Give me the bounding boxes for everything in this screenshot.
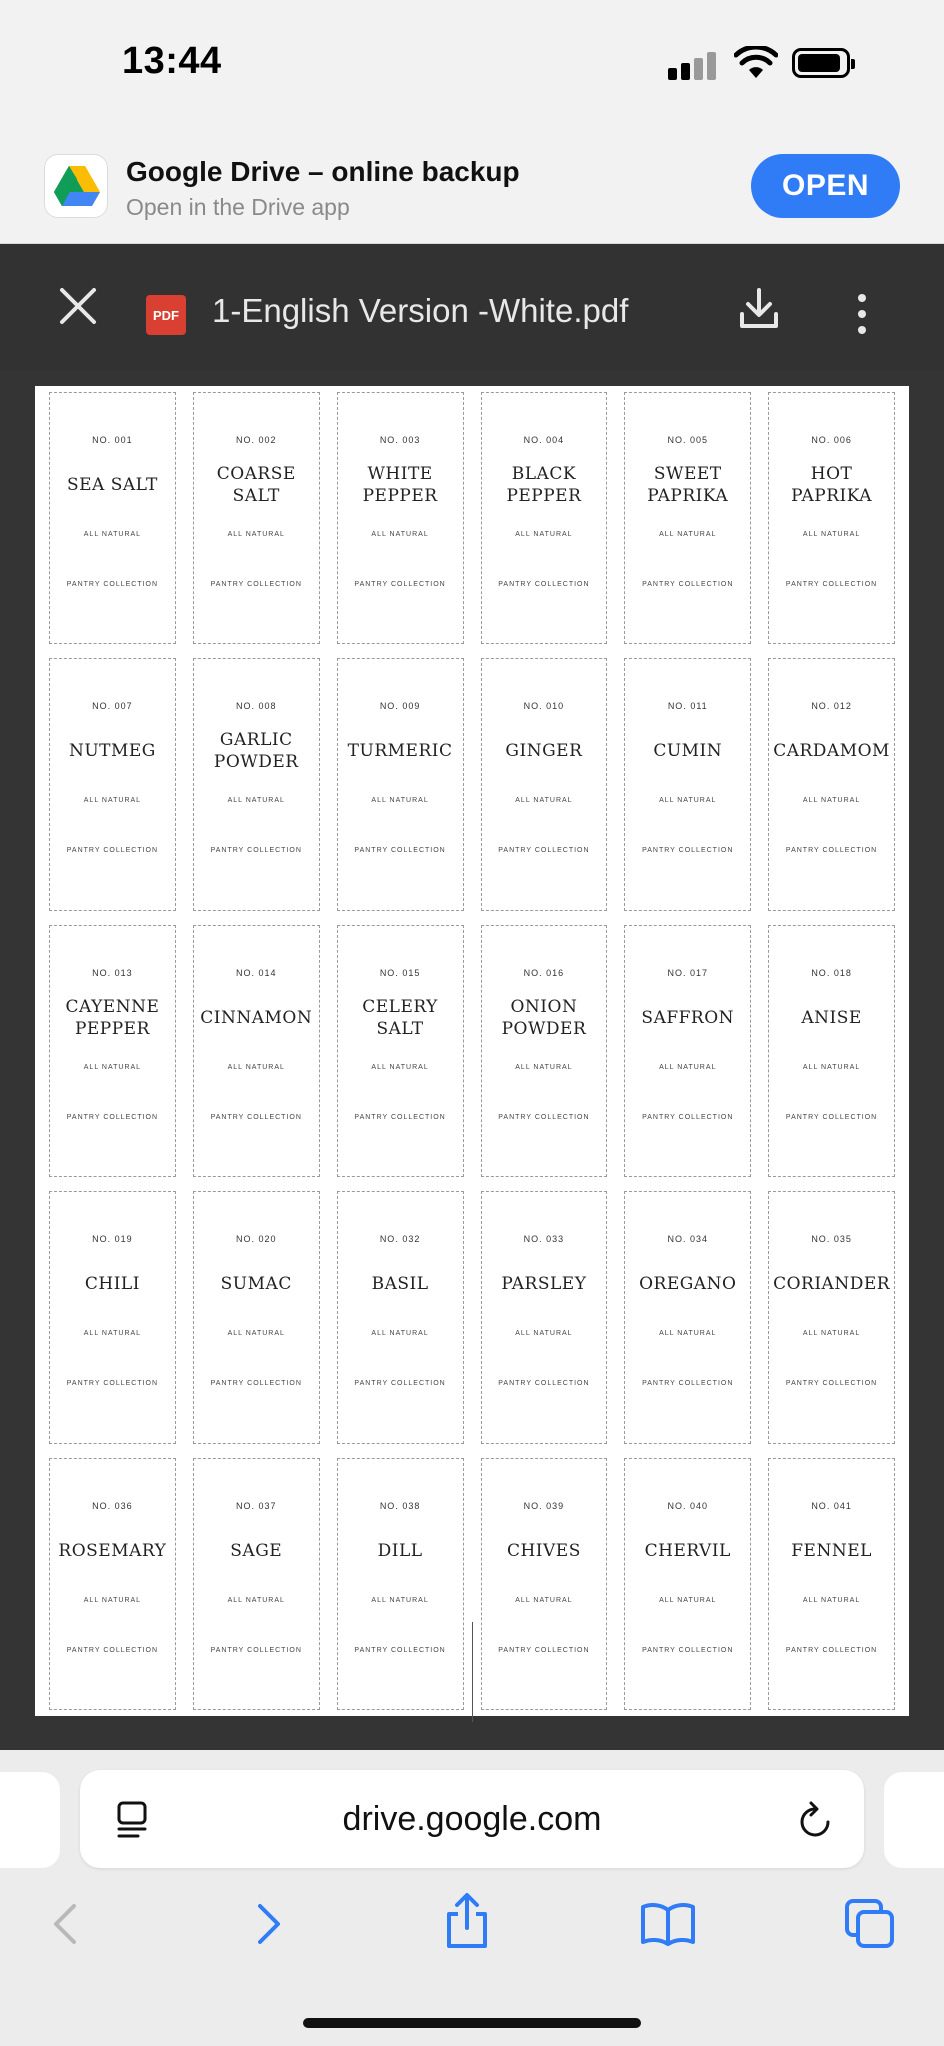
label-tagline: ALL NATURAL — [371, 797, 429, 805]
spice-name: FENNEL — [791, 1540, 872, 1561]
label-number: NO. 036 — [92, 1500, 133, 1511]
download-icon[interactable] — [738, 286, 780, 332]
label-collection: PANTRY COLLECTION — [354, 1113, 446, 1121]
open-app-button[interactable]: OPEN — [751, 154, 900, 218]
share-icon[interactable] — [444, 1892, 490, 1950]
label-tagline: ALL NATURAL — [515, 531, 573, 538]
spice-name: ROSEMARY — [58, 1540, 167, 1561]
label-tagline: ALL NATURAL — [802, 1330, 861, 1338]
page-divider — [472, 1622, 473, 1722]
spice-label — [768, 658, 895, 910]
label-collection: PANTRY COLLECTION — [642, 1113, 734, 1121]
label-collection: PANTRY COLLECTION — [642, 1646, 734, 1654]
pdf-file-icon: PDF — [146, 295, 186, 335]
forward-arrow-icon[interactable] — [252, 1900, 286, 1948]
label-collection: PANTRY COLLECTION — [210, 581, 302, 588]
label-number: NO. 002 — [235, 435, 277, 445]
label-tagline: ALL NATURAL — [371, 1596, 429, 1604]
spice-label — [768, 392, 895, 644]
spice-name: CUMIN — [653, 741, 723, 762]
spice-label — [337, 1458, 464, 1710]
label-number: NO. 041 — [811, 1500, 852, 1511]
spice-label — [624, 925, 751, 1177]
label-number: NO. 014 — [235, 967, 277, 978]
label-tagline: ALL NATURAL — [227, 531, 285, 538]
label-number: NO. 018 — [811, 967, 852, 978]
label-number: NO. 037 — [235, 1500, 277, 1511]
spice-name: NUTMEG — [68, 741, 156, 762]
battery-icon — [792, 48, 850, 78]
label-number: NO. 038 — [379, 1500, 421, 1511]
spice-label — [624, 658, 751, 910]
label-collection: PANTRY COLLECTION — [785, 1380, 878, 1388]
spice-name: HOT PAPRIKA — [791, 464, 873, 506]
label-tagline: ALL NATURAL — [659, 531, 717, 538]
spice-name: OREGANO — [639, 1274, 737, 1295]
spice-name: SWEET PAPRIKA — [647, 464, 729, 506]
file-name: 1-English Version -White.pdf — [212, 292, 629, 329]
label-collection: PANTRY COLLECTION — [210, 1380, 302, 1388]
label-number: NO. 034 — [667, 1234, 708, 1245]
spice-label — [481, 658, 608, 910]
reload-icon[interactable] — [796, 1798, 836, 1840]
spice-label — [49, 658, 176, 910]
spice-name: ONION POWDER — [501, 996, 587, 1039]
spice-name: ANISE — [801, 1007, 862, 1028]
label-tagline: ALL NATURAL — [515, 1330, 573, 1338]
label-collection: PANTRY COLLECTION — [785, 581, 878, 588]
label-collection: PANTRY COLLECTION — [498, 1646, 590, 1654]
spice-label — [481, 392, 608, 644]
label-number: NO. 020 — [235, 1234, 277, 1245]
label-collection: PANTRY COLLECTION — [354, 847, 446, 855]
spice-name: WHITE PEPPER — [362, 464, 438, 506]
label-number: NO. 016 — [523, 967, 565, 978]
label-number: NO. 011 — [667, 701, 708, 712]
label-collection: PANTRY COLLECTION — [354, 581, 446, 588]
label-collection: PANTRY COLLECTION — [498, 581, 590, 588]
label-number: NO. 033 — [523, 1234, 565, 1245]
label-collection: PANTRY COLLECTION — [498, 847, 590, 855]
spice-name: TURMERIC — [347, 741, 453, 762]
label-collection: PANTRY COLLECTION — [66, 1380, 159, 1388]
label-number: NO. 005 — [667, 435, 708, 445]
spice-name: CAYENNE PEPPER — [65, 996, 160, 1039]
label-collection: PANTRY COLLECTION — [785, 1646, 878, 1654]
label-tagline: ALL NATURAL — [659, 1063, 717, 1071]
spice-label — [768, 1458, 895, 1710]
spice-label — [193, 392, 320, 644]
spice-label — [768, 1191, 895, 1443]
label-tagline: ALL NATURAL — [515, 1596, 573, 1604]
spice-name: DILL — [377, 1540, 423, 1561]
spice-label — [768, 925, 895, 1177]
spice-label — [49, 392, 176, 644]
spice-label — [49, 925, 176, 1177]
next-tab-preview[interactable] — [884, 1772, 944, 1868]
spice-name: BASIL — [371, 1274, 429, 1295]
label-tagline: ALL NATURAL — [371, 531, 429, 538]
label-number: NO. 006 — [811, 435, 852, 445]
label-collection: PANTRY COLLECTION — [785, 847, 878, 855]
spice-name: CHIVES — [506, 1540, 581, 1561]
label-collection: PANTRY COLLECTION — [642, 581, 734, 588]
back-arrow-icon[interactable] — [48, 1900, 82, 1948]
label-tagline: ALL NATURAL — [802, 1596, 861, 1604]
label-collection: PANTRY COLLECTION — [210, 847, 302, 855]
more-vertical-icon[interactable] — [856, 292, 868, 336]
label-number: NO. 019 — [92, 1234, 133, 1245]
label-collection: PANTRY COLLECTION — [210, 1646, 302, 1654]
spice-label — [337, 1191, 464, 1443]
app-install-banner — [0, 118, 944, 244]
label-tagline: ALL NATURAL — [515, 1063, 573, 1071]
spice-name: CELERY SALT — [362, 996, 438, 1039]
label-tagline: ALL NATURAL — [802, 1063, 861, 1071]
label-collection: PANTRY COLLECTION — [498, 1380, 590, 1388]
spice-label-grid — [49, 392, 895, 1710]
spice-label — [624, 392, 751, 644]
label-number: NO. 008 — [235, 701, 277, 712]
address-bar[interactable] — [80, 1770, 864, 1868]
spice-name: GINGER — [505, 741, 583, 762]
spice-label — [193, 658, 320, 910]
label-tagline: ALL NATURAL — [83, 531, 142, 538]
label-tagline: ALL NATURAL — [227, 1596, 285, 1604]
status-time: 13:44 — [122, 40, 222, 82]
spice-label — [49, 1458, 176, 1710]
wifi-icon — [734, 46, 778, 80]
label-tagline: ALL NATURAL — [371, 1063, 429, 1071]
label-number: NO. 012 — [811, 701, 852, 712]
label-collection: PANTRY COLLECTION — [498, 1113, 590, 1121]
label-number: NO. 004 — [523, 435, 565, 445]
label-tagline: ALL NATURAL — [83, 1063, 142, 1071]
spice-name: GARLIC POWDER — [213, 730, 299, 773]
label-collection: PANTRY COLLECTION — [642, 1380, 734, 1388]
label-tagline: ALL NATURAL — [227, 1330, 285, 1338]
label-tagline: ALL NATURAL — [659, 797, 717, 805]
spice-name: CORIANDER — [773, 1274, 891, 1295]
label-tagline: ALL NATURAL — [659, 1330, 717, 1338]
cellular-signal-icon — [668, 52, 718, 80]
label-tagline: ALL NATURAL — [659, 1596, 717, 1604]
label-number: NO. 040 — [667, 1500, 708, 1511]
label-tagline: ALL NATURAL — [515, 797, 573, 805]
label-number: NO. 001 — [92, 435, 133, 445]
label-collection: PANTRY COLLECTION — [66, 581, 159, 588]
spice-name: SEA SALT — [66, 475, 158, 495]
url-text: drive.google.com — [342, 1800, 602, 1838]
label-number: NO. 009 — [379, 701, 421, 712]
spice-name: BLACK PEPPER — [506, 464, 582, 506]
label-collection: PANTRY COLLECTION — [66, 847, 159, 855]
app-banner-title: Google Drive – online backup — [126, 156, 520, 187]
previous-tab-preview[interactable] — [0, 1772, 60, 1868]
spice-name: SUMAC — [220, 1274, 292, 1295]
spice-name: PARSLEY — [501, 1274, 587, 1295]
tabs-icon[interactable] — [844, 1898, 896, 1950]
spice-label — [337, 658, 464, 910]
label-collection: PANTRY COLLECTION — [66, 1646, 159, 1654]
label-collection: PANTRY COLLECTION — [210, 1113, 302, 1121]
spice-name: COARSE SALT — [216, 464, 296, 506]
label-collection: PANTRY COLLECTION — [66, 1113, 159, 1121]
spice-name: CARDAMOM — [773, 741, 890, 762]
spice-name: SAFFRON — [641, 1007, 735, 1028]
label-tagline: ALL NATURAL — [227, 1063, 285, 1071]
spice-name: CINNAMON — [200, 1007, 313, 1028]
label-number: NO. 032 — [379, 1234, 421, 1245]
label-number: NO. 010 — [523, 701, 565, 712]
pdf-page — [35, 386, 909, 1716]
label-tagline: ALL NATURAL — [83, 1596, 142, 1604]
browser-nav-bar — [0, 1880, 944, 2046]
label-number: NO. 035 — [811, 1234, 852, 1245]
spice-label — [481, 1458, 608, 1710]
label-number: NO. 017 — [667, 967, 708, 978]
label-tagline: ALL NATURAL — [83, 1330, 142, 1338]
spice-label — [624, 1458, 751, 1710]
label-number: NO. 039 — [523, 1500, 565, 1511]
home-indicator[interactable] — [303, 2018, 641, 2028]
spice-label — [193, 1458, 320, 1710]
label-tagline: ALL NATURAL — [802, 531, 861, 538]
spice-name: CHERVIL — [644, 1540, 731, 1561]
label-number: NO. 007 — [92, 701, 133, 712]
label-number: NO. 003 — [379, 435, 421, 445]
label-tagline: ALL NATURAL — [227, 797, 285, 805]
spice-label — [337, 925, 464, 1177]
label-collection: PANTRY COLLECTION — [354, 1380, 446, 1388]
label-tagline: ALL NATURAL — [371, 1330, 429, 1338]
spice-label — [49, 1191, 176, 1443]
bookmarks-icon[interactable] — [640, 1902, 696, 1946]
spice-label — [337, 392, 464, 644]
app-banner-subtitle: Open in the Drive app — [126, 194, 350, 220]
spice-name: SAGE — [230, 1540, 283, 1561]
label-tagline: ALL NATURAL — [802, 797, 861, 805]
label-number: NO. 015 — [379, 967, 421, 978]
close-icon[interactable] — [58, 286, 98, 326]
google-drive-logo-icon — [44, 154, 108, 218]
spice-name: CHILI — [84, 1274, 140, 1295]
label-tagline: ALL NATURAL — [83, 797, 142, 805]
spice-label — [193, 925, 320, 1177]
label-collection: PANTRY COLLECTION — [785, 1113, 878, 1121]
spice-label — [481, 925, 608, 1177]
label-collection: PANTRY COLLECTION — [642, 847, 734, 855]
status-bar — [0, 0, 944, 118]
address-bar-area — [0, 1750, 944, 1880]
label-number: NO. 013 — [92, 967, 133, 978]
spice-label — [481, 1191, 608, 1443]
label-collection: PANTRY COLLECTION — [354, 1646, 446, 1654]
spice-label — [624, 1191, 751, 1443]
spice-label — [193, 1191, 320, 1443]
